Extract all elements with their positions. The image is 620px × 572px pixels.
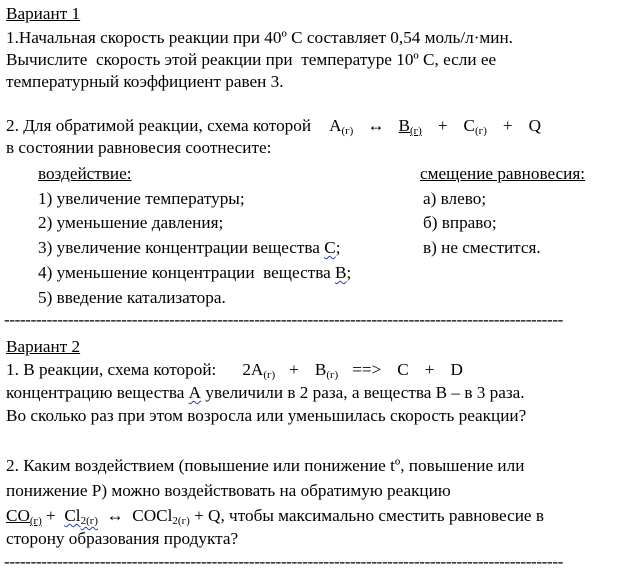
v2-scheme-arrow: ==> xyxy=(352,360,382,379)
scheme-plus2: + xyxy=(502,116,513,135)
left-item-3-substance: С xyxy=(324,238,336,257)
v2-task2-line2: понижение Р) можно воздействовать на обратимую реакцию xyxy=(6,481,451,500)
v2-scheme-a: А xyxy=(250,360,264,379)
v2-task1-line3: Во сколько раз при этом возросла или уменьшилась скорость реакции? xyxy=(6,406,527,425)
left-item-4-text: 4) уменьшение концентрации вещества xyxy=(38,263,331,282)
eq-cl2-state: 2(г) xyxy=(80,515,98,527)
left-item-3-text: 3) увеличение концентрации вещества xyxy=(38,238,320,257)
variant1-title: Вариант 1 xyxy=(6,4,81,23)
v2-scheme-plus1: + xyxy=(289,360,299,379)
scheme-a-state: (г) xyxy=(341,125,354,137)
v2-line2-post: увеличили в 2 раза, а вещества В – в 3 раза. xyxy=(201,383,525,402)
v1-task2-line1 xyxy=(6,116,541,136)
col-left-header: воздействие: xyxy=(38,164,132,183)
left-item-3 xyxy=(38,238,341,258)
eq-cocl2: COCl xyxy=(132,506,173,525)
left-item-5: 5) введение катализатора. xyxy=(38,288,226,307)
scheme-b-state: (г) xyxy=(410,125,422,137)
scheme-b: В xyxy=(398,116,410,135)
v1-task2-line2: в состоянии равновесия соотнесите: xyxy=(6,138,272,157)
separator-1: --------------------------------------------------------------------------------------------------------- xyxy=(4,310,563,329)
eq-co: CO xyxy=(6,506,30,525)
v2-task1-line1 xyxy=(6,360,463,380)
scheme-arrow: ↔ xyxy=(367,116,385,135)
v2-scheme-plus2: + xyxy=(424,360,435,379)
v2-scheme-a-state: (г) xyxy=(263,369,276,381)
v2-scheme-b: В xyxy=(314,360,327,379)
scheme-plus1: + xyxy=(437,116,448,135)
eq-co-state: (г) xyxy=(29,515,42,527)
v2-task1-intro: 1. В реакции, схема которой: xyxy=(6,360,217,379)
v2-task2-equation xyxy=(6,506,544,526)
eq-cl2: Cl xyxy=(64,506,81,525)
v2-scheme-c: С xyxy=(397,360,409,379)
v2-line2-substance-a: А xyxy=(188,383,202,402)
left-item-4-semicolon: ; xyxy=(346,263,352,282)
col-right-header: смещение равновесия: xyxy=(420,164,586,183)
right-item-b: б) вправо; xyxy=(423,213,497,232)
v1-task2-intro: 2. Для обратимой реакции, схема которой xyxy=(6,116,312,135)
variant2-title: Вариант 2 xyxy=(6,337,81,356)
separator-2: --------------------------------------------------------------------------------------------------------- xyxy=(4,552,563,571)
scheme-c: С xyxy=(463,116,476,135)
v2-task2-line4: сторону образования продукта? xyxy=(6,529,239,548)
v2-task1-line2 xyxy=(6,383,525,403)
v1-task1-line3: температурный коэффициент равен 3. xyxy=(6,72,284,91)
eq-arrow: ↔ xyxy=(97,506,133,525)
v1-task1-line2: Вычислите скорость этой реакции при температуре 10º С, если ее xyxy=(6,50,497,69)
left-item-4 xyxy=(38,263,351,283)
scheme-c-state: (г) xyxy=(475,125,487,137)
left-item-1: 1) увеличение температуры; xyxy=(38,189,245,208)
right-item-c: в) не сместится. xyxy=(423,238,541,257)
scheme-q: Q xyxy=(528,116,541,135)
v2-scheme-b-state: (г) xyxy=(326,369,339,381)
eq-cocl2-state: 2(г) xyxy=(172,515,190,527)
v2-scheme-coef: 2 xyxy=(242,360,251,379)
v2-scheme-d: D xyxy=(450,360,463,379)
v1-task1-line1: 1.Начальная скорость реакции при 40º С составляет 0,54 моль/л·мин. xyxy=(6,28,513,47)
left-item-3-semicolon: ; xyxy=(335,238,341,257)
right-item-a: а) влево; xyxy=(423,189,487,208)
left-item-2: 2) уменьшение давления; xyxy=(38,213,224,232)
left-item-4-substance: В xyxy=(335,263,347,282)
v2-task2-line1: 2. Каким воздействием (повышение или понижение tº, повышение или xyxy=(6,456,525,475)
scheme-a: А xyxy=(329,116,342,135)
eq-plus: + xyxy=(41,506,65,525)
v2-line2-pre: концентрацию вещества xyxy=(6,383,189,402)
eq-rest: + Q, чтобы максимально сместить равновесие в xyxy=(189,506,544,525)
